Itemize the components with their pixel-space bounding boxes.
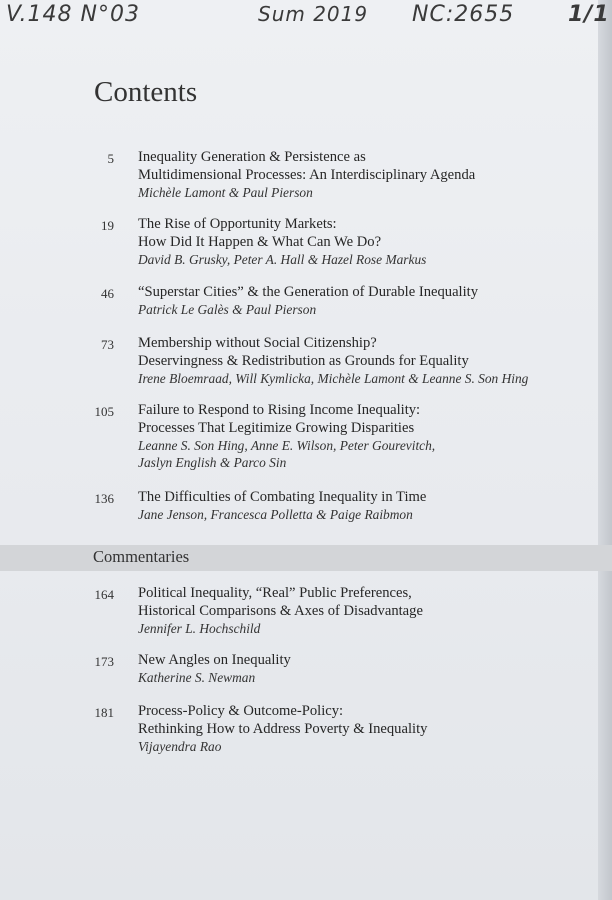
toc-title-line: Deservingness & Redistribution as Grounds for Equality (138, 353, 469, 369)
toc-page-number: 5 (107, 151, 114, 166)
toc-title-line: Processes That Legitimize Growing Disparities (138, 420, 415, 436)
toc-authors: Jaslyn English & Parco Sin (138, 455, 287, 470)
commentaries-band (0, 545, 612, 571)
handwritten-count-note: 1/1 (568, 2, 610, 27)
toc-page-number: 19 (101, 218, 114, 233)
page-edge-shadow (598, 0, 612, 900)
toc-authors: Leanne S. Son Hing, Anne E. Wilson, Peter Gourevitch, (138, 438, 436, 453)
toc-title-line: Multidimensional Processes: An Interdisciplinary Agenda (138, 167, 476, 183)
toc-authors: Jane Jenson, Francesca Polletta & Paige Raibmon (138, 507, 413, 522)
toc-title-line: Membership without Social Citizenship? (138, 335, 377, 351)
toc-page-number: 46 (101, 286, 114, 301)
toc-title-line: Process-Policy & Outcome-Policy: (138, 703, 344, 719)
toc-page-number: 136 (94, 491, 114, 506)
toc-page-number: 164 (94, 587, 114, 602)
toc-title-line: How Did It Happen & What Can We Do? (138, 234, 382, 250)
toc-page-number: 181 (94, 705, 114, 720)
toc-title-line: Historical Comparisons & Axes of Disadvantage (138, 603, 423, 619)
toc-title-line: Failure to Respond to Rising Income Inequality: (138, 402, 421, 418)
toc-title-line: New Angles on Inequality (138, 652, 291, 668)
commentaries-heading: Commentaries (93, 547, 190, 566)
toc-authors: Katherine S. Newman (138, 670, 256, 685)
toc-authors: David B. Grusky, Peter A. Hall & Hazel Rose Markus (138, 252, 427, 267)
toc-authors: Vijayendra Rao (138, 739, 222, 754)
handwritten-volume-note: V.148 N°03 (6, 2, 140, 27)
toc-authors: Patrick Le Galès & Paul Pierson (138, 302, 317, 317)
toc-title-line: Inequality Generation & Persistence as (138, 149, 366, 165)
toc-title-line: The Rise of Opportunity Markets: (138, 216, 337, 232)
toc-title-line: Rethinking How to Address Poverty & Inequality (138, 721, 428, 737)
toc-page-number: 73 (101, 337, 114, 352)
toc-authors: Irene Bloemraad, Will Kymlicka, Michèle Lamont & Leanne S. Son Hing (138, 371, 529, 386)
toc-authors: Jennifer L. Hochschild (138, 621, 261, 636)
handwritten-code-note: NC:2655 (412, 2, 515, 27)
toc-page-number: 105 (94, 404, 114, 419)
toc-title-line: The Difficulties of Combating Inequality in Time (138, 489, 427, 505)
handwritten-season-note: Sum 2019 (258, 2, 369, 26)
toc-page-number: 173 (94, 654, 114, 669)
toc-authors: Michèle Lamont & Paul Pierson (138, 185, 313, 200)
toc-title-line: Political Inequality, “Real” Public Preferences, (138, 585, 412, 601)
toc-title-line: “Superstar Cities” & the Generation of Durable Inequality (138, 284, 479, 300)
contents-heading: Contents (94, 76, 198, 108)
